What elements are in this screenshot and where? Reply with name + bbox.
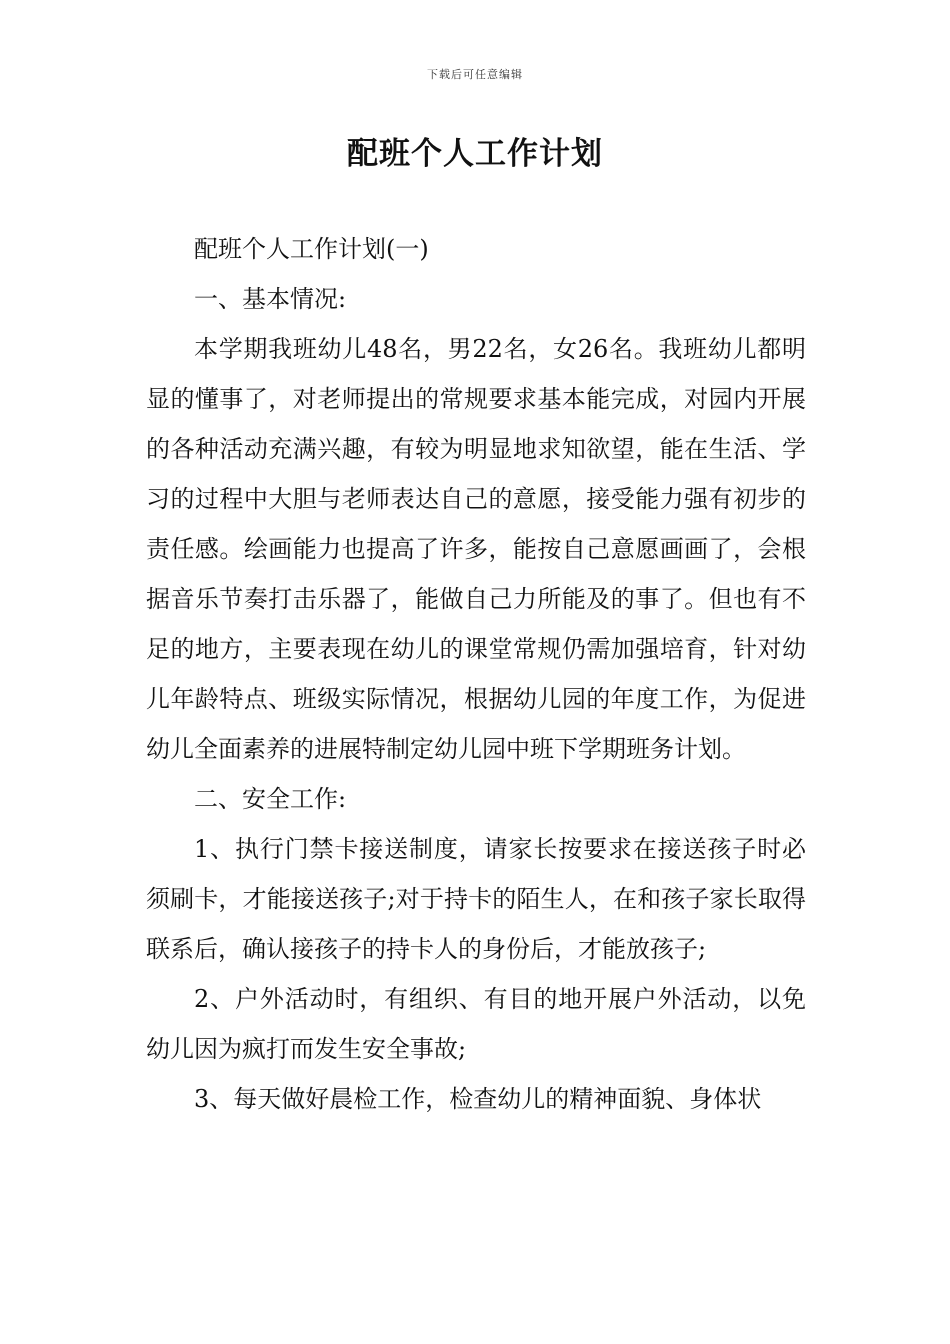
header-note: 下载后可任意编辑 <box>427 68 523 81</box>
subtitle-paragraph: 配班个人工作计划(一) <box>194 235 429 263</box>
body-paragraph: 本学期我班幼儿48名，男22名，女26名。我班幼儿都明显的懂事了，对老师提出的常规要求基本能完成，对园内开展的各种活动充满兴趣，有较为明显地求知欲望，能在生活、学习的过程中大胆与老师表达自己的意愿，接受能力强有初步的责任感。绘画能力也提高了许多，能按自己意愿画画了，会根据音乐节奏打击乐器了，能做自己力所能及的事了。但也有不足的地方，主要表现在幼儿的课堂常规仍需加强培育，针对幼儿年龄特点、班级实际情况，根据幼儿园的年度工作，为促进幼儿全面素养的进展特制定幼儿园中班下学期班务计划。 <box>146 335 806 763</box>
section-heading-basic: 一、基本情况: <box>194 285 347 313</box>
list-item-paragraph: 3、每天做好晨检工作，检查幼儿的精神面貌、身体状 <box>194 1085 762 1113</box>
document-title: 配班个人工作计划 <box>347 136 603 172</box>
section-heading-safety: 二、安全工作: <box>194 785 347 813</box>
document-body <box>146 224 806 1124</box>
list-item-paragraph: 1、执行门禁卡接送制度，请家长按要求在接送孩子时必须刷卡，才能接送孩子;对于持卡的陌生人，在和孩子家长取得联系后，确认接孩子的持卡人的身份后，才能放孩子; <box>146 835 806 963</box>
list-item-paragraph: 2、户外活动时，有组织、有目的地开展户外活动，以免幼儿因为疯打而发生安全事故; <box>146 985 806 1063</box>
